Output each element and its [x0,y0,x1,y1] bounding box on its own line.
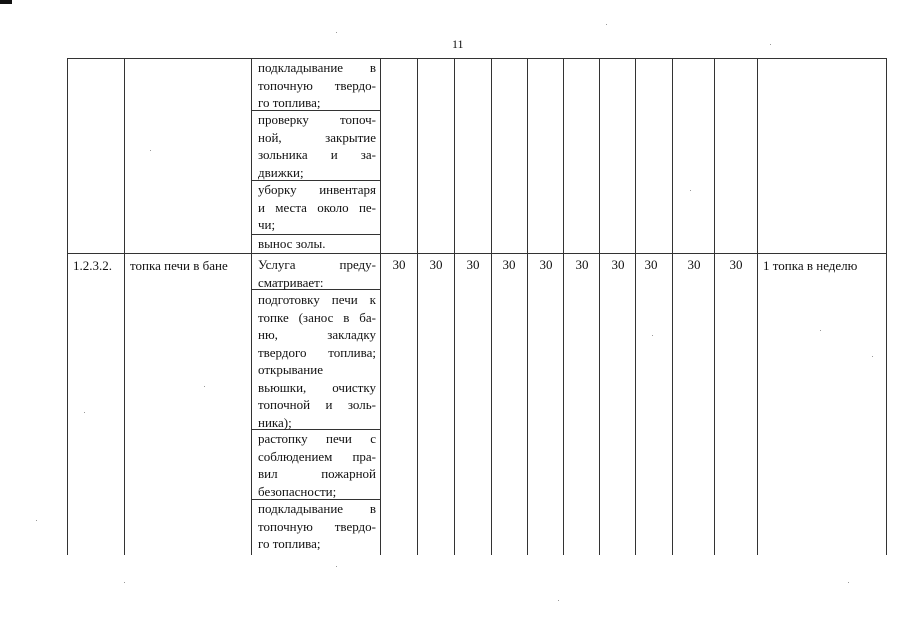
service-item: Услуга преду- сматривает: [258,257,376,290]
service-item: растопку печи с соблюдением пра- вил пожарной безопасности; [258,431,376,499]
service-item: подкладывание в топочную твердо- го топлива; [258,60,376,110]
service-item: подкладывание в топочную твердо- го топлива; [258,501,376,551]
period-value: 30 [687,257,701,272]
service-item: уборку инвентаря и места около пе- чи; [258,182,376,232]
period-value: 30 [539,257,553,272]
period-value: 30 [466,257,480,272]
page-number: 11 [452,37,464,51]
row-frequency: 1 топка в неделю [763,258,858,273]
period-value: 30 [502,257,516,272]
period-value: 30 [729,257,743,272]
scan-corner-mark [0,0,12,4]
period-value: 30 [575,257,589,272]
row-service-name: топка печи в бане [130,258,228,273]
row-code: 1.2.3.2. [73,258,112,273]
service-item: подготовку печи к топке (занос в ба- ню, закладку твердого топлива; открывание вьюшки, очистку топочной и золь- ника); [258,292,376,430]
period-value: 30 [392,257,406,272]
period-value: 30 [644,257,658,272]
period-value: 30 [429,257,443,272]
service-item: вынос золы. [258,236,326,251]
period-value: 30 [611,257,625,272]
service-item: проверку топоч- ной, закрытие зольника и за- движки; [258,112,376,180]
